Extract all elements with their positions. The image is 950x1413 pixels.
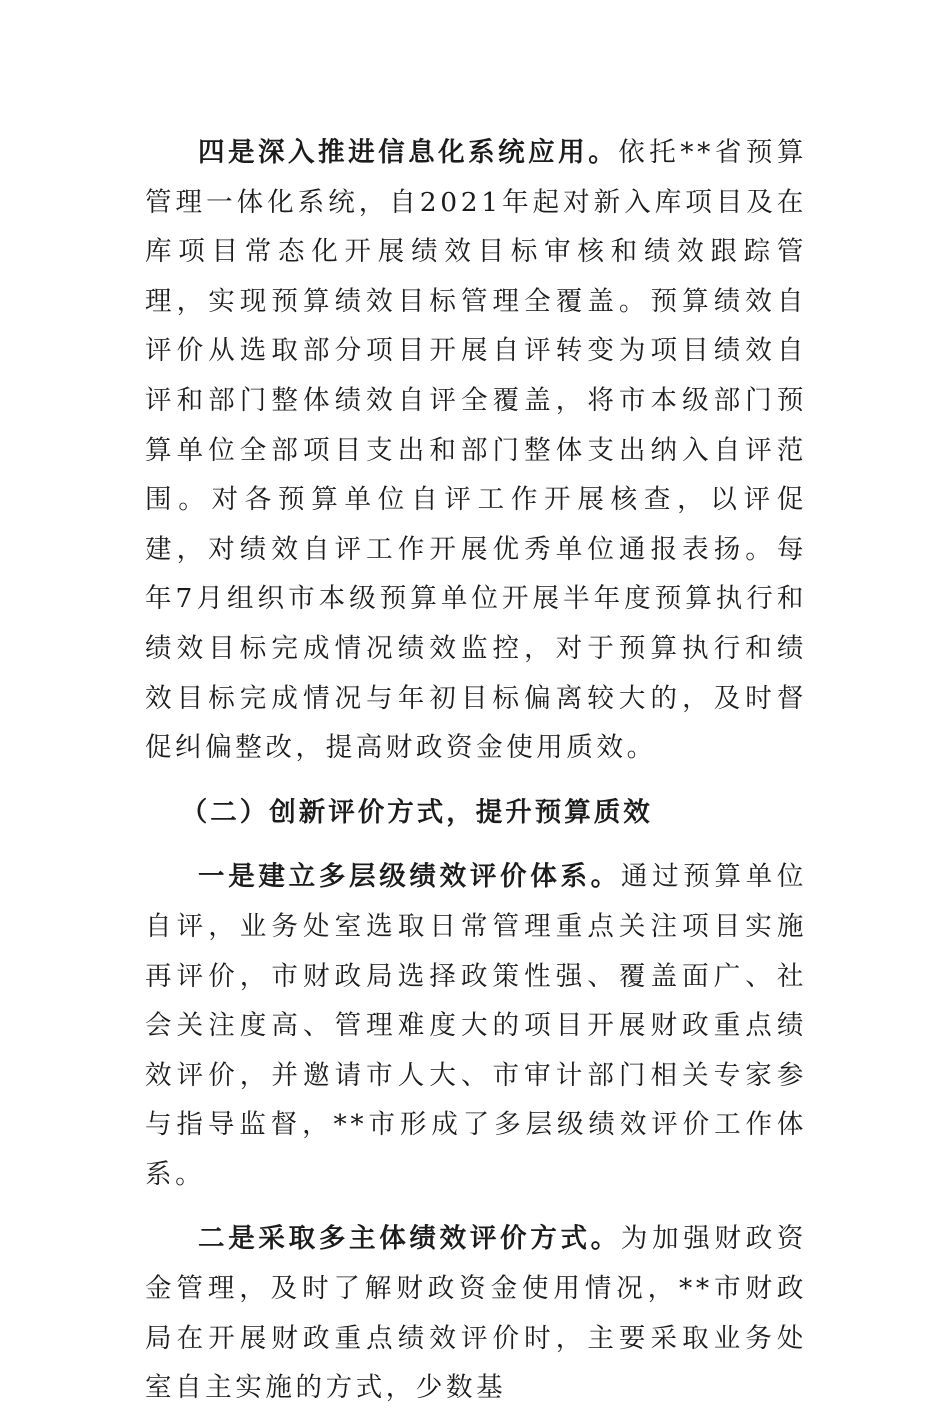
paragraph-text: 为加强财政资金管理，及时了解财政资金使用情况，**市财政局在开展财政重点绩效评价时，主要采取业务处室自主实施的方式，少数基 xyxy=(145,1223,807,1404)
paragraph-lead: 二是采取多主体绩效评价方式。 xyxy=(198,1223,621,1255)
paragraph-text: 通过预算单位自评，业务处室选取日常管理重点关注项目实施再评价，市财政局选择政策性强、覆盖面广、社会关注度高、管理难度大的项目开展财政重点绩效评价，并邀请市人大、市审计部门相关专家参与指导监督，**市形成了多层级绩效评价工作体系。 xyxy=(145,861,807,1190)
section-heading: （二）创新评价方式，提升预算质效 xyxy=(180,796,653,828)
paragraph-multilevel-evaluation xyxy=(145,852,807,1199)
paragraph-text: 依托**省预算管理一体化系统，自2021年起对新入库项目及在库项目常态化开展绩效目标审核和绩效跟踪管理，实现预算绩效目标管理全覆盖。预算绩效自评价从选取部分项目开展自评转变为项目绩效自评和部门整体绩效自评全覆盖，将市本级部门预算单位全部项目支出和部门整体支出纳入自评范围。对各预算单位自评工作开展核查，以评促建，对绩效自评工作开展优秀单位通报表扬。每年7月组织市本级预算单位开展半年度预算执行和绩效目标完成情况绩效监控，对于预算执行和绩效目标完成情况与年初目标偏离较大的，及时督促纠偏整改，提高财政资金使用质效。 xyxy=(145,137,807,764)
paragraph-informatization xyxy=(145,128,807,773)
paragraph-lead: 一是建立多层级绩效评价体系。 xyxy=(198,861,621,893)
paragraph-lead: 四是深入推进信息化系统应用。 xyxy=(198,137,619,168)
paragraph-multi-subject-evaluation xyxy=(145,1214,807,1412)
document-body xyxy=(145,128,807,1413)
